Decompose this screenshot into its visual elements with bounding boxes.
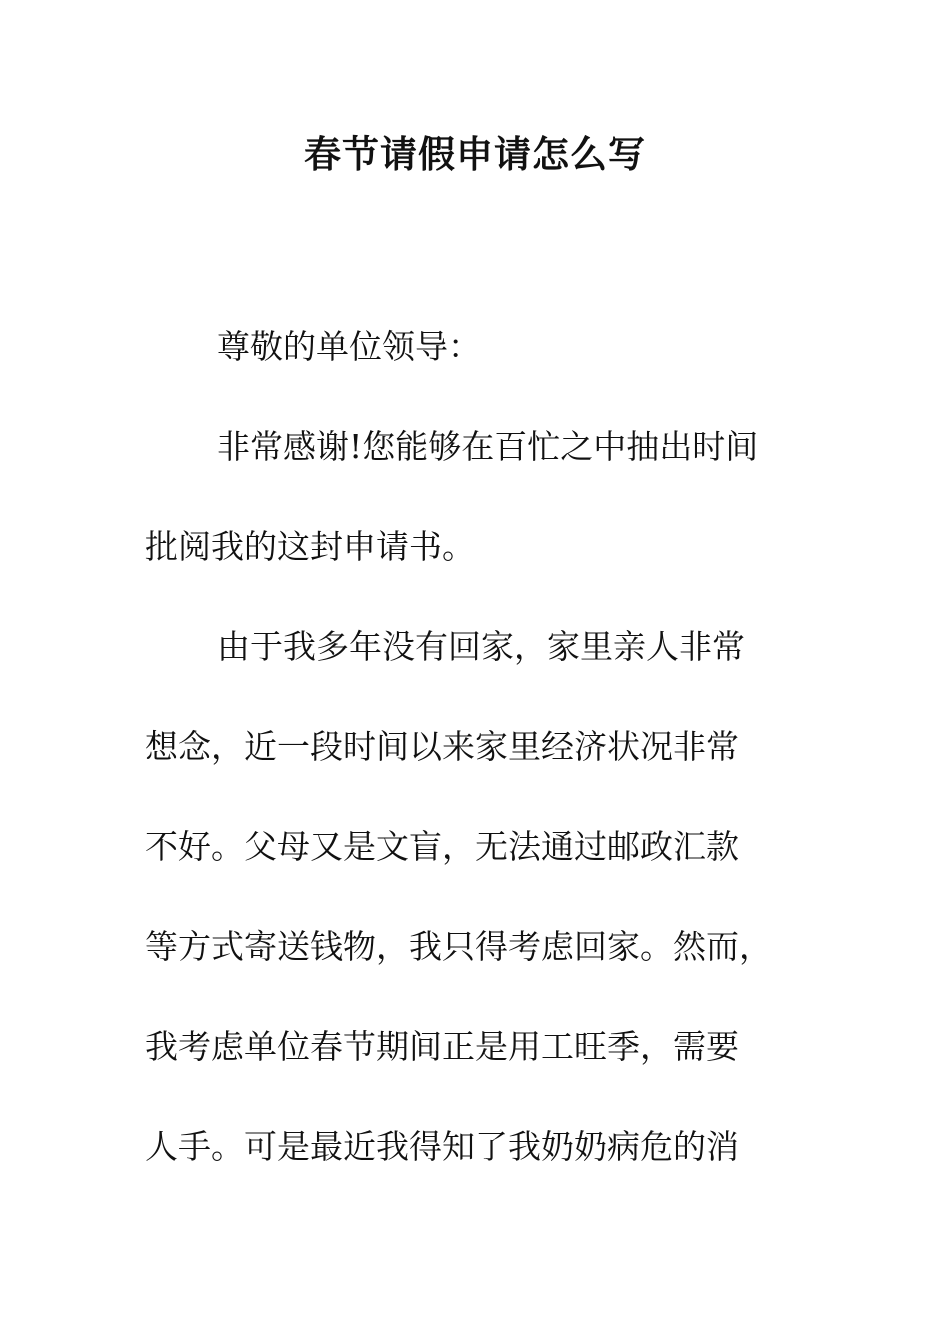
document-body — [145, 297, 810, 1197]
paragraph-line: 由于我多年没有回家，家里亲人非常 — [217, 627, 745, 666]
paragraph-line: 我考虑单位春节期间正是用工旺季，需要 — [145, 1027, 739, 1066]
paragraph-line: 等方式寄送钱物，我只得考虑回家。然而， — [145, 927, 772, 966]
paragraph-line: 人手。可是最近我得知了我奶奶病危的消 — [145, 1127, 739, 1166]
paragraph-line: 批阅我的这封申请书。 — [145, 527, 475, 566]
paragraph-line: 想念，近一段时间以来家里经济状况非常 — [145, 727, 739, 766]
paragraph-line: 不好。父母又是文盲，无法通过邮政汇款 — [145, 827, 739, 866]
paragraph-line: 非常感谢!您能够在百忙之中抽出时间 — [217, 427, 759, 466]
salutation-line: 尊敬的单位领导： — [217, 327, 481, 366]
document-title: 春节请假申请怎么写 — [304, 132, 646, 176]
